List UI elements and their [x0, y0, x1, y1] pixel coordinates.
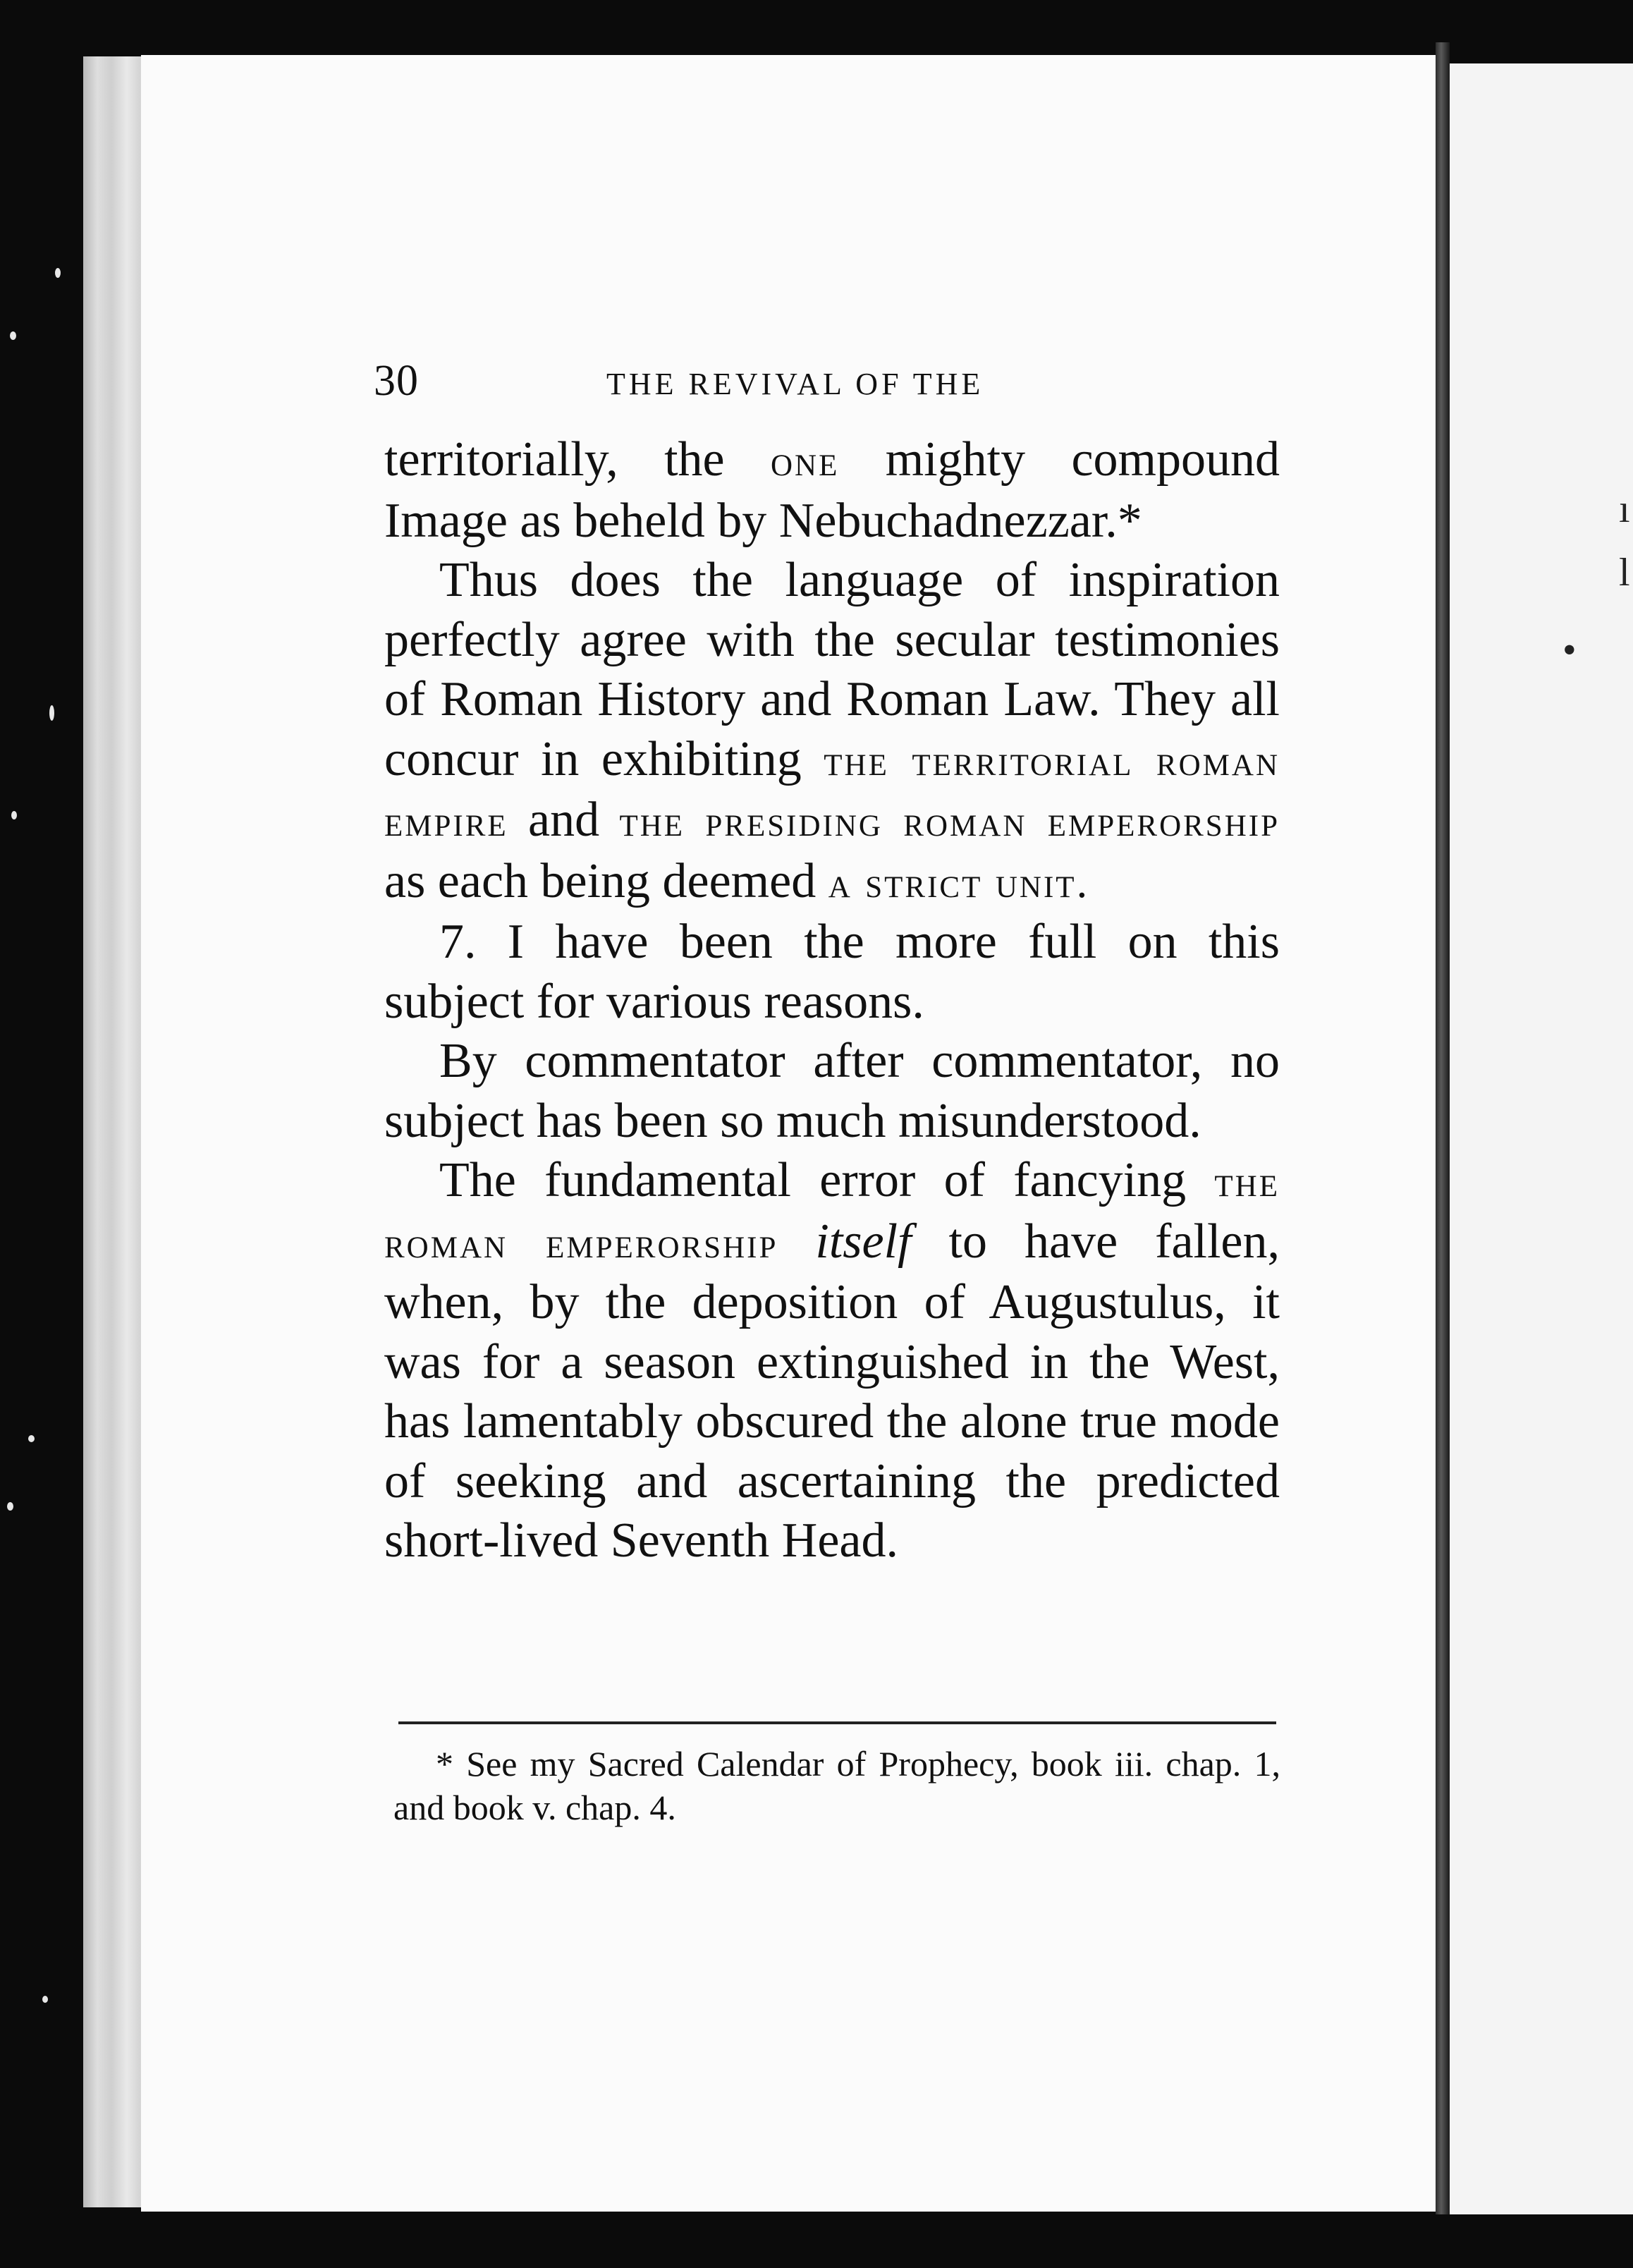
page-number: 30: [374, 357, 419, 405]
page-header: [374, 356, 1276, 413]
facing-page-glyph: ı: [1619, 487, 1630, 531]
paragraph-1: [384, 430, 1280, 551]
italic-run: itself: [815, 1214, 912, 1269]
small-caps-run: a strict unit.: [828, 858, 1090, 907]
scan-speck: [42, 1996, 48, 2003]
scan-speck: [11, 811, 17, 819]
paragraph-5: [384, 1151, 1280, 1571]
text-run: to have fallen, when, by the deposition of Augustulus, it was for a season extinguished in the West, has lamentably obscured the alone true mode of seeking and ascertaining the predicted short-lived Seventh Head.: [384, 1214, 1280, 1568]
scan-speck: [10, 331, 16, 340]
scan-speck: [7, 1502, 13, 1511]
body-text: [384, 430, 1280, 1571]
footnote-text: * See my Sacred Calendar of Prophecy, book iii. chap. 1, and book v. chap. 4.: [393, 1744, 1280, 1827]
facing-page-glyph: l: [1619, 551, 1630, 595]
scan-bottom-margin: [0, 2214, 1633, 2268]
facing-page-edge: [1450, 63, 1633, 2214]
facing-page-glyph: •: [1562, 628, 1577, 672]
footnote: [393, 1742, 1280, 1829]
text-run: and: [508, 793, 620, 847]
footnote-rule: [398, 1721, 1276, 1724]
text-run: The fundamental error of fancying: [439, 1153, 1215, 1207]
text-run: as each being deemed: [384, 853, 828, 908]
scan-speck: [55, 268, 61, 278]
text-run: Thus does the language of inspiration perfectly agree with the secular testimonies of Roman History and Roman Law. They all concur in exhibiting: [384, 553, 1280, 786]
small-caps-run: the presiding roman emperorship: [619, 798, 1280, 846]
paragraph-4: By commentator after commentator, no subject has been so much misunderstood.: [384, 1034, 1280, 1148]
text-run: territorially, the: [384, 432, 771, 487]
small-caps-run: the roman emperorship: [384, 1158, 1280, 1267]
scan-speck: [49, 705, 54, 721]
paragraph-3: 7. I have been the more full on this subject for various reasons.: [384, 915, 1280, 1029]
text-run: mighty compound Image as beheld by Nebuchadnezzar.*: [384, 432, 1280, 548]
paragraph-2: [384, 551, 1280, 913]
small-caps-run: one: [771, 437, 840, 485]
scan-speck: [28, 1435, 35, 1442]
running-head: THE REVIVAL OF THE: [606, 367, 984, 401]
text-run: [778, 1214, 815, 1269]
book-gutter: [1436, 42, 1450, 2236]
small-caps-run: the territorial roman empire: [384, 736, 1280, 846]
